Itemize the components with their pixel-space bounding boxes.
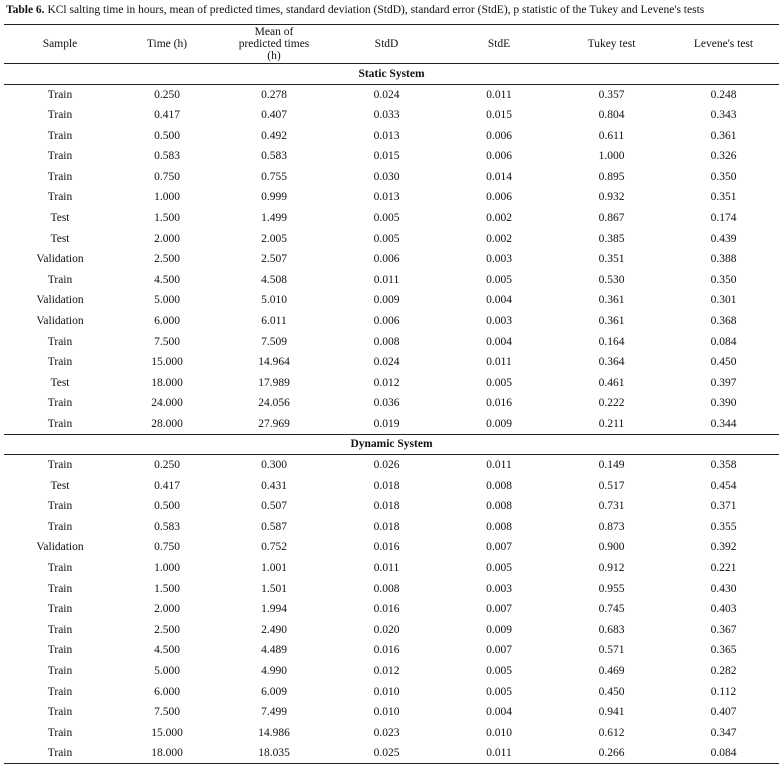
table-row [4, 249, 779, 270]
cell-stde: 0.010 [486, 726, 512, 739]
header-mean-predicted: Mean of predicted times (h) [218, 25, 330, 64]
cell-stdd: 0.008 [373, 335, 400, 348]
cell-time: 7.500 [154, 706, 180, 719]
table-row [4, 105, 779, 126]
cell-sample: Train [47, 644, 73, 657]
cell-stde: 0.009 [486, 417, 512, 430]
cell-mean-predicted: 2.507 [261, 253, 287, 266]
cell-tukey: 0.222 [598, 397, 625, 410]
cell-sample: Train [47, 335, 73, 348]
cell-mean-predicted: 0.999 [261, 191, 287, 204]
cell-tukey: 0.517 [598, 479, 625, 492]
cell-stdd: 0.012 [373, 376, 400, 389]
cell-tukey: 0.941 [598, 706, 625, 719]
section-row [4, 434, 779, 455]
cell-mean-predicted: 7.499 [261, 706, 287, 719]
cell-levene: 0.454 [710, 479, 737, 492]
cell-sample: Train [47, 562, 73, 575]
table-label: Table 6. [6, 4, 45, 16]
cell-time: 18.000 [116, 743, 218, 764]
cell-sample: Test [50, 376, 70, 389]
cell-sample: Validation [36, 294, 84, 307]
cell-time: 1.500 [154, 211, 180, 224]
cell-mean-predicted: 0.300 [261, 459, 287, 472]
cell-stdd: 0.006 [373, 253, 400, 266]
cell-levene: 0.371 [710, 500, 737, 513]
header-stdd: StdD [330, 25, 443, 64]
cell-levene: 0.347 [710, 726, 737, 739]
table-row [4, 393, 779, 414]
cell-tukey: 0.364 [598, 356, 625, 369]
cell-tukey: 0.867 [598, 211, 625, 224]
cell-tukey: 0.351 [598, 253, 625, 266]
cell-stde: 0.007 [486, 603, 512, 616]
cell-stdd: 0.013 [373, 129, 400, 142]
cell-tukey: 0.912 [598, 562, 625, 575]
cell-stde: 0.006 [486, 191, 512, 204]
table-row [4, 84, 779, 105]
cell-time: 28.000 [151, 417, 183, 430]
table-row [4, 187, 779, 208]
cell-stdd: 0.016 [373, 644, 400, 657]
cell-time: 0.750 [154, 170, 180, 183]
cell-mean-predicted: 5.010 [261, 294, 287, 307]
cell-levene: 0.112 [710, 685, 737, 698]
cell-mean-predicted: 2.490 [261, 623, 287, 636]
cell-stde: 0.007 [486, 541, 512, 554]
cell-sample: Test [50, 232, 70, 245]
cell-tukey: 0.612 [598, 726, 625, 739]
cell-stdd: 0.024 [373, 356, 400, 369]
cell-sample: Train [47, 726, 73, 739]
cell-stde: 0.011 [486, 88, 512, 101]
cell-stde: 0.003 [486, 582, 512, 595]
table-row [4, 372, 779, 393]
cell-levene: 0.358 [710, 459, 737, 472]
cell-sample: Train [47, 520, 73, 533]
cell-levene: 0.344 [710, 417, 737, 430]
table-row [4, 537, 779, 558]
cell-levene: 0.084 [710, 335, 737, 348]
cell-mean-predicted: 0.587 [261, 520, 287, 533]
cell-time: 24.000 [151, 397, 183, 410]
cell-stdd: 0.013 [373, 191, 400, 204]
cell-stdd: 0.015 [373, 150, 400, 163]
cell-mean-predicted: 2.005 [261, 232, 287, 245]
cell-stdd: 0.018 [373, 520, 400, 533]
cell-sample: Train [47, 417, 73, 430]
header-tukey: Tukey test [555, 25, 668, 64]
cell-sample: Train [47, 356, 73, 369]
cell-time: 6.000 [154, 685, 180, 698]
cell-mean-predicted: 0.407 [261, 108, 287, 121]
cell-levene: 0.326 [710, 150, 737, 163]
cell-stdd: 0.010 [373, 706, 400, 719]
cell-time: 0.417 [154, 108, 180, 121]
table-row [4, 496, 779, 517]
cell-levene: 0.343 [710, 108, 737, 121]
header-row [4, 25, 779, 64]
cell-levene: 0.439 [710, 232, 737, 245]
cell-sample: Validation [36, 253, 84, 266]
cell-levene: 0.367 [710, 623, 737, 636]
cell-tukey: 0.361 [598, 314, 625, 327]
cell-mean-predicted: 0.752 [261, 541, 287, 554]
cell-stde: 0.011 [443, 743, 555, 764]
cell-stdd: 0.006 [373, 314, 400, 327]
cell-stde: 0.002 [486, 232, 512, 245]
cell-time: 2.000 [154, 232, 180, 245]
cell-levene: 0.350 [710, 170, 737, 183]
table-row [4, 414, 779, 435]
cell-stdd: 0.011 [373, 273, 400, 286]
cell-levene: 0.403 [710, 603, 737, 616]
cell-sample: Train [4, 743, 116, 764]
cell-sample: Train [47, 665, 73, 678]
table-row [4, 743, 779, 764]
section-row [4, 64, 779, 85]
cell-levene: 0.450 [710, 356, 737, 369]
cell-mean-predicted: 1.001 [261, 562, 287, 575]
cell-stdd: 0.019 [373, 417, 400, 430]
cell-stdd: 0.009 [373, 294, 400, 307]
cell-stdd: 0.024 [373, 88, 400, 101]
cell-sample: Validation [36, 314, 84, 327]
cell-tukey: 0.385 [598, 232, 625, 245]
cell-time: 2.000 [154, 603, 180, 616]
cell-time: 2.500 [154, 623, 180, 636]
section-title: Dynamic System [4, 434, 779, 455]
cell-time: 15.000 [151, 356, 183, 369]
cell-mean-predicted: 0.507 [261, 500, 287, 513]
cell-stde: 0.006 [486, 129, 512, 142]
cell-stdd: 0.016 [373, 603, 400, 616]
cell-levene: 0.221 [710, 562, 737, 575]
table-row [4, 290, 779, 311]
cell-mean-predicted: 0.431 [261, 479, 287, 492]
cell-sample: Validation [36, 541, 84, 554]
cell-levene: 0.361 [710, 129, 737, 142]
cell-stdd: 0.012 [373, 665, 400, 678]
cell-time: 0.250 [154, 88, 180, 101]
table-row [4, 208, 779, 229]
table-row [4, 681, 779, 702]
cell-time: 1.000 [154, 191, 180, 204]
cell-stde: 0.005 [486, 685, 512, 698]
table-row [4, 578, 779, 599]
cell-tukey: 0.683 [598, 623, 625, 636]
cell-tukey: 0.530 [598, 273, 625, 286]
cell-time: 0.583 [154, 150, 180, 163]
cell-mean-predicted: 4.508 [261, 273, 287, 286]
cell-stde: 0.005 [486, 376, 512, 389]
table-row [4, 723, 779, 744]
cell-sample: Train [47, 88, 73, 101]
cell-mean-predicted: 6.009 [261, 685, 287, 698]
table-row [4, 311, 779, 332]
cell-sample: Train [47, 397, 73, 410]
table-row [4, 166, 779, 187]
cell-stde: 0.007 [486, 644, 512, 657]
cell-mean-predicted: 1.499 [261, 211, 287, 224]
header-levene: Levene's test [668, 25, 779, 64]
table-row [4, 517, 779, 538]
cell-levene: 0.392 [710, 541, 737, 554]
table-row [4, 702, 779, 723]
table-caption [6, 4, 704, 16]
cell-stde: 0.008 [486, 500, 512, 513]
table-row [4, 352, 779, 373]
cell-tukey: 0.900 [598, 541, 625, 554]
cell-tukey: 0.211 [598, 417, 625, 430]
cell-levene: 0.350 [710, 273, 737, 286]
cell-levene: 0.397 [710, 376, 737, 389]
cell-tukey: 0.266 [555, 743, 668, 764]
cell-tukey: 0.164 [598, 335, 625, 348]
cell-mean-predicted: 0.755 [261, 170, 287, 183]
cell-stdd: 0.018 [373, 479, 400, 492]
cell-stdd: 0.005 [373, 211, 400, 224]
cell-stdd: 0.026 [373, 459, 400, 472]
cell-stde: 0.004 [486, 294, 512, 307]
cell-mean-predicted: 7.509 [261, 335, 287, 348]
cell-stdd: 0.033 [373, 108, 400, 121]
cell-levene: 0.248 [710, 88, 737, 101]
table-row [4, 455, 779, 476]
cell-tukey: 0.932 [598, 191, 625, 204]
cell-stde: 0.008 [486, 520, 512, 533]
cell-tukey: 0.804 [598, 108, 625, 121]
cell-stdd: 0.016 [373, 541, 400, 554]
cell-time: 5.000 [154, 665, 180, 678]
cell-levene: 0.301 [710, 294, 737, 307]
cell-levene: 0.390 [710, 397, 737, 410]
cell-stde: 0.015 [486, 108, 512, 121]
cell-sample: Train [47, 108, 73, 121]
cell-stde: 0.002 [486, 211, 512, 224]
cell-time: 4.500 [154, 273, 180, 286]
cell-time: 0.250 [154, 459, 180, 472]
cell-sample: Train [47, 603, 73, 616]
table-row [4, 661, 779, 682]
cell-mean-predicted: 18.035 [218, 743, 330, 764]
cell-levene: 0.282 [710, 665, 737, 678]
cell-stdd: 0.010 [373, 685, 400, 698]
cell-stdd: 0.005 [373, 232, 400, 245]
table-row [4, 620, 779, 641]
cell-mean-predicted: 0.583 [261, 150, 287, 163]
cell-stde: 0.005 [486, 665, 512, 678]
cell-tukey: 0.571 [598, 644, 625, 657]
cell-time: 15.000 [151, 726, 183, 739]
cell-sample: Train [47, 129, 73, 142]
cell-mean-predicted: 0.278 [261, 88, 287, 101]
cell-sample: Train [47, 500, 73, 513]
cell-stde: 0.016 [486, 397, 512, 410]
cell-sample: Train [47, 150, 73, 163]
cell-levene: 0.084 [668, 743, 779, 764]
results-table [4, 24, 779, 764]
cell-mean-predicted: 14.986 [258, 726, 290, 739]
cell-mean-predicted: 0.492 [261, 129, 287, 142]
table-header [4, 25, 779, 64]
cell-sample: Test [50, 211, 70, 224]
cell-time: 7.500 [154, 335, 180, 348]
cell-tukey: 0.745 [598, 603, 625, 616]
cell-tukey: 0.461 [598, 376, 625, 389]
cell-tukey: 0.895 [598, 170, 625, 183]
table-row [4, 475, 779, 496]
cell-levene: 0.174 [710, 211, 737, 224]
cell-time: 18.000 [151, 376, 183, 389]
cell-time: 1.000 [154, 562, 180, 575]
cell-time: 2.500 [154, 253, 180, 266]
cell-mean-predicted: 1.501 [261, 582, 287, 595]
table-row [4, 228, 779, 249]
table-row [4, 146, 779, 167]
cell-time: 4.500 [154, 644, 180, 657]
cell-mean-predicted: 24.056 [258, 397, 290, 410]
cell-mean-predicted: 1.994 [261, 603, 287, 616]
header-time: Time (h) [116, 25, 218, 64]
cell-time: 0.417 [154, 479, 180, 492]
table-caption-text: KCl salting time in hours, mean of predicted times, standard deviation (StdD), standard error (StdE), p statistic of the Tukey and Levene's tests [44, 4, 705, 16]
cell-stde: 0.005 [486, 562, 512, 575]
table-row [4, 599, 779, 620]
cell-sample: Test [50, 479, 70, 492]
cell-stde: 0.003 [486, 253, 512, 266]
cell-time: 0.750 [154, 541, 180, 554]
cell-mean-predicted: 6.011 [261, 314, 287, 327]
cell-stdd: 0.023 [373, 726, 400, 739]
cell-tukey: 0.469 [598, 665, 625, 678]
section-title: Static System [4, 64, 779, 85]
cell-levene: 0.388 [710, 253, 737, 266]
cell-tukey: 0.357 [598, 88, 625, 101]
cell-tukey: 1.000 [598, 150, 625, 163]
cell-sample: Train [47, 170, 73, 183]
table-row [4, 125, 779, 146]
cell-stde: 0.003 [486, 314, 512, 327]
cell-tukey: 0.450 [598, 685, 625, 698]
cell-tukey: 0.955 [598, 582, 625, 595]
cell-mean-predicted: 14.964 [258, 356, 290, 369]
table-row [4, 640, 779, 661]
cell-stde: 0.004 [486, 335, 512, 348]
cell-tukey: 0.731 [598, 500, 625, 513]
cell-levene: 0.368 [710, 314, 737, 327]
cell-stde: 0.004 [486, 706, 512, 719]
cell-levene: 0.430 [710, 582, 737, 595]
table-row [4, 269, 779, 290]
cell-sample: Train [47, 459, 73, 472]
cell-mean-predicted: 4.990 [261, 665, 287, 678]
table-body [4, 64, 779, 764]
cell-tukey: 0.361 [598, 294, 625, 307]
cell-levene: 0.355 [710, 520, 737, 533]
cell-sample: Train [47, 273, 73, 286]
cell-stde: 0.008 [486, 479, 512, 492]
cell-tukey: 0.873 [598, 520, 625, 533]
cell-levene: 0.365 [710, 644, 737, 657]
cell-stde: 0.009 [486, 623, 512, 636]
header-sample: Sample [4, 25, 116, 64]
cell-mean-predicted: 17.989 [258, 376, 290, 389]
cell-stdd: 0.030 [373, 170, 400, 183]
cell-mean-predicted: 27.969 [258, 417, 290, 430]
cell-stde: 0.011 [486, 459, 512, 472]
cell-stde: 0.014 [486, 170, 512, 183]
cell-sample: Train [47, 191, 73, 204]
cell-sample: Train [47, 582, 73, 595]
cell-stdd: 0.036 [373, 397, 400, 410]
cell-levene: 0.351 [710, 191, 737, 204]
cell-stdd: 0.025 [330, 743, 443, 764]
cell-time: 6.000 [154, 314, 180, 327]
cell-tukey: 0.611 [598, 129, 625, 142]
cell-time: 0.500 [154, 129, 180, 142]
cell-mean-predicted: 4.489 [261, 644, 287, 657]
table-row [4, 558, 779, 579]
cell-stdd: 0.020 [373, 623, 400, 636]
header-stde: StdE [443, 25, 555, 64]
cell-time: 5.000 [154, 294, 180, 307]
cell-stde: 0.006 [486, 150, 512, 163]
cell-time: 0.500 [154, 500, 180, 513]
cell-stdd: 0.008 [373, 582, 400, 595]
cell-time: 0.583 [154, 520, 180, 533]
table-row [4, 331, 779, 352]
cell-levene: 0.407 [710, 706, 737, 719]
cell-sample: Train [47, 685, 73, 698]
cell-stde: 0.005 [486, 273, 512, 286]
cell-stdd: 0.011 [373, 562, 400, 575]
cell-stdd: 0.018 [373, 500, 400, 513]
cell-sample: Train [47, 706, 73, 719]
cell-sample: Train [47, 623, 73, 636]
cell-tukey: 0.149 [598, 459, 625, 472]
cell-stde: 0.011 [486, 356, 512, 369]
cell-time: 1.500 [154, 582, 180, 595]
